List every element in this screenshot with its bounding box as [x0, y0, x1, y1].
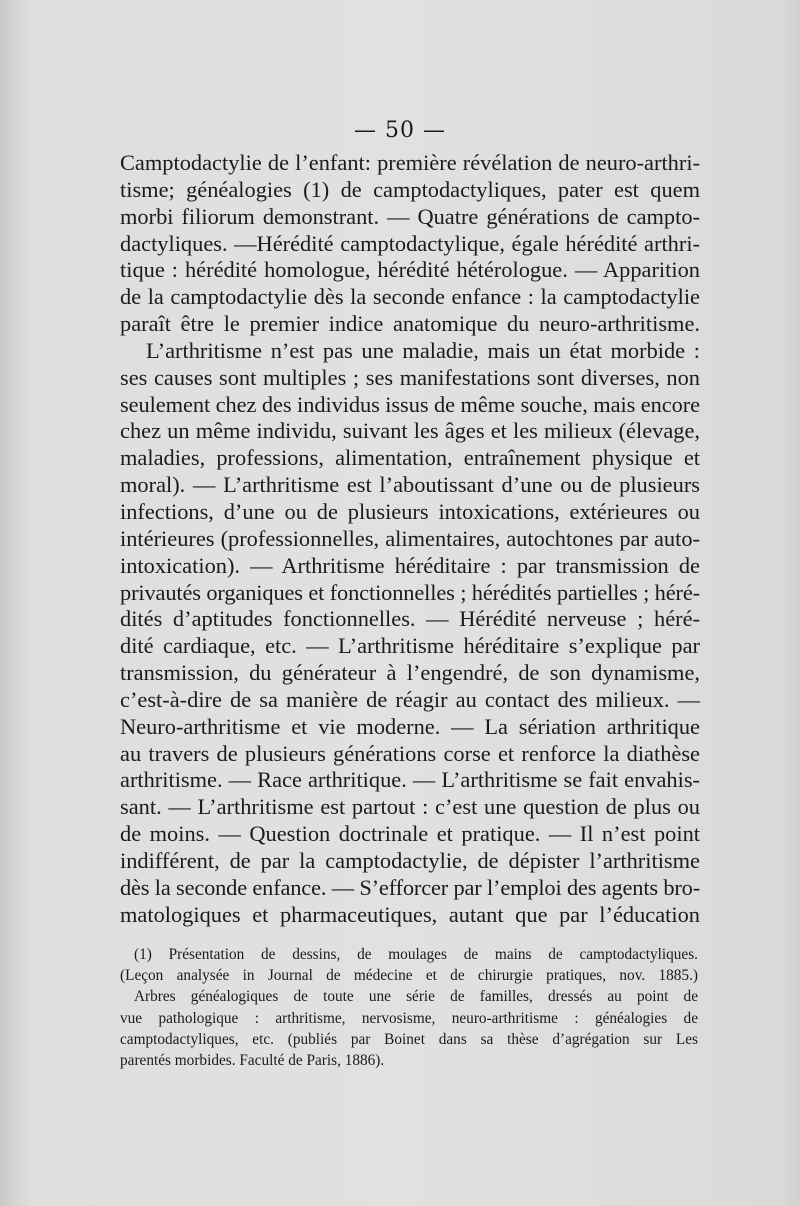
text-line: dès la seconde enfance. — S’efforcer par l’emploi des agents bro-: [120, 874, 700, 900]
text-line: de moins. — Question doctrinale et pratique. — Il n’est point: [120, 821, 700, 847]
text-line: maladies, professions, alimentation, entraînement physique et: [120, 445, 700, 471]
text-line: sant. — L’arthritisme est partout : c’est une question de plus ou: [120, 794, 700, 820]
text-line: privautés organiques et fonctionnelles ; hérédités partielles ; héré-: [120, 579, 700, 605]
text-line: transmission, du générateur à l’engendré, de son dynamisme,: [120, 660, 700, 686]
footnote-line: (Leçon analysée in Journal de médecine et de chirurgie pratiques, nov. 1885.): [120, 967, 698, 985]
text-line: paraît être le premier indice anatomique du neuro-arthritisme.: [120, 311, 700, 337]
text-line: c’est-à-dire de sa manière de réagir au contact des milieux. —: [120, 686, 700, 712]
text-line: infections, d’une ou de plusieurs intoxications, extérieures ou: [120, 498, 700, 524]
text-line: dactyliques. —Hérédité camptodactylique, égale hérédité arthri-: [120, 230, 700, 256]
text-line: intérieures (professionnelles, alimentaires, autochtones par auto-: [120, 525, 700, 551]
text-line: de la camptodactylie dès la seconde enfance : la camptodactylie: [120, 284, 700, 310]
text-line: tisme; généalogies (1) de camptodactyliques, pater est quem: [120, 176, 700, 202]
text-line: L’arthritisme n’est pas une maladie, mais un état morbide :: [146, 337, 700, 363]
text-line: indifférent, de par la camptodactylie, de dépister l’arthritisme: [120, 847, 700, 873]
text-line: au travers de plusieurs générations corse et renforce la diathèse: [120, 740, 700, 766]
text-line: seulement chez des individus issus de même souche, mais encore: [120, 391, 700, 417]
text-line: dité cardiaque, etc. — L’arthritisme héréditaire s’explique par: [120, 633, 700, 659]
footnote-line: camptodactyliques, etc. (publiés par Boinet dans sa thèse d’agrégation sur Les: [120, 1030, 698, 1048]
main-text: [120, 150, 700, 928]
text-line: chez un même individu, suivant les âges et les milieux (élevage,: [120, 418, 700, 444]
footnote-line: Arbres généalogiques de toute une série de familles, dressés au point de: [134, 988, 698, 1006]
footnote-line: (1) Présentation de dessins, de moulages de mains de camptodactyliques.: [134, 946, 698, 963]
text-line: matologiques et pharmaceutiques, autant que par l’éducation: [120, 901, 700, 927]
text-line: arthritisme. — Race arthritique. — L’arthritisme se fait envahis-: [120, 767, 700, 793]
text-line: morbi filiorum demonstrant. — Quatre générations de campto-: [120, 203, 700, 229]
footnote-line: vue pathologique : arthritisme, nervosisme, neuro-arthritisme : généalogies de: [120, 1009, 698, 1027]
text-line: ses causes sont multiples ; ses manifestations sont diverses, non: [120, 364, 700, 390]
page-number: — 50 —: [354, 118, 446, 143]
footnote: [120, 944, 698, 1071]
text-line: moral). — L’arthritisme est l’aboutissant d’une ou de plusieurs: [120, 472, 700, 498]
text-line: dités d’aptitudes fonctionnelles. — Hérédité nerveuse ; héré-: [120, 606, 700, 632]
text-line: Camptodactylie de l’enfant: première révélation de neuro-arthri-: [120, 150, 700, 175]
text-line: intoxication). — Arthritisme héréditaire : par transmission de: [120, 552, 700, 578]
footnote-line: parentés morbides. Faculté de Paris, 1886).: [120, 1052, 385, 1070]
text-line: Neuro-arthritisme et vie moderne. — La sériation arthritique: [120, 713, 700, 739]
text-line: tique : hérédité homologue, hérédité hétérologue. — Apparition: [120, 257, 700, 283]
